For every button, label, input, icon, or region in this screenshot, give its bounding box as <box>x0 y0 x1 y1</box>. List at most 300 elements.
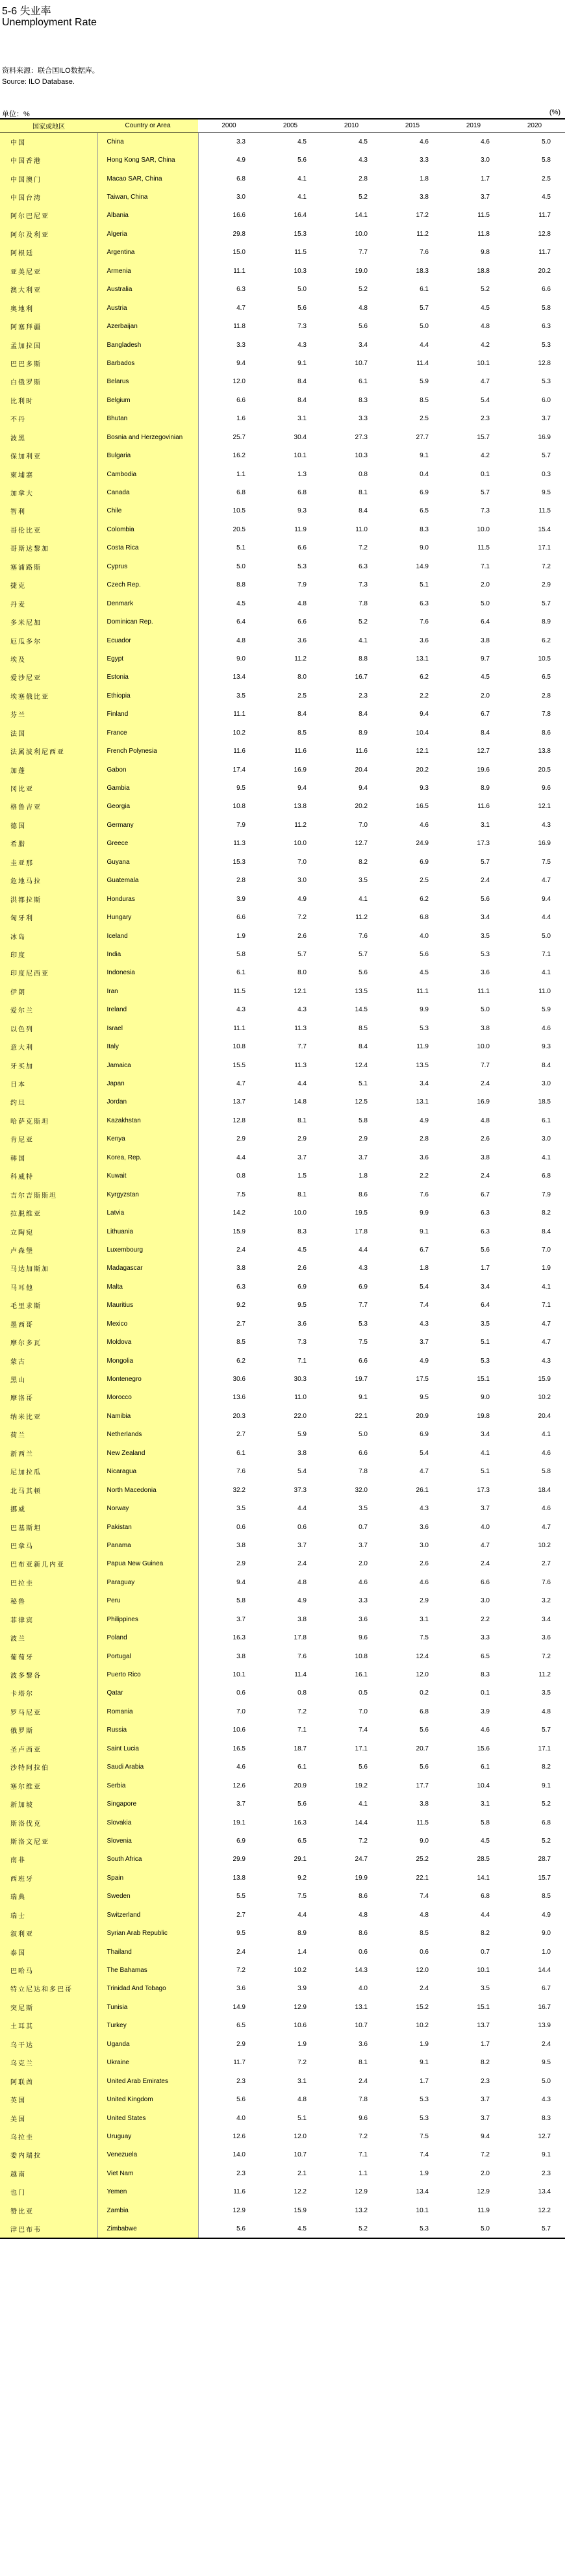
rate-cell-2020: 4.1 <box>542 1431 551 1439</box>
table-row <box>0 1056 565 1074</box>
rate-cell-2010: 11.6 <box>355 748 368 755</box>
rate-cell-2010: 0.6 <box>359 1948 368 1956</box>
rate-cell-2020: 5.2 <box>542 1837 551 1845</box>
table-row <box>0 1093 565 1111</box>
rate-cell-2010: 10.8 <box>355 1652 368 1660</box>
table-row <box>0 945 565 963</box>
rate-cell-2020: 18.4 <box>538 1486 551 1494</box>
country-name-en: Bosnia and Herzegovinian <box>97 428 198 446</box>
rate-cell-2005: 16.9 <box>294 766 307 774</box>
rate-cell-2015: 4.3 <box>420 1505 429 1513</box>
rate-cell-2005: 4.4 <box>297 1505 307 1513</box>
rate-cell-2005: 3.7 <box>297 1541 307 1549</box>
rate-cell-2019: 4.6 <box>481 138 490 145</box>
country-name-en: Finland <box>97 705 198 724</box>
header-year: 2000 <box>198 119 260 133</box>
rate-cell-2000: 4.3 <box>236 1006 246 1014</box>
rate-cell-2019: 10.1 <box>477 359 490 367</box>
table-row <box>0 2035 565 2053</box>
rate-cell-2020: 8.2 <box>542 1763 551 1771</box>
rate-cell-2000: 20.3 <box>233 1412 246 1420</box>
rate-cell-2000: 30.6 <box>233 1376 246 1383</box>
country-name-en: South Africa <box>97 1850 198 1869</box>
country-name-en: Kuwait <box>97 1167 198 1185</box>
rate-cell-2019: 10.4 <box>477 1782 490 1789</box>
country-name-cn: 西班牙 <box>0 1869 97 1887</box>
table-row <box>0 1721 565 1739</box>
rate-cell-2005: 8.4 <box>297 396 307 404</box>
rate-cell-2020: 15.4 <box>538 525 551 533</box>
rate-cell-2015: 4.4 <box>420 341 429 349</box>
rate-cell-2019: 12.9 <box>477 2188 490 2196</box>
country-name-cn: 塞浦路斯 <box>0 557 97 575</box>
rate-cell-2000: 7.6 <box>236 1468 246 1476</box>
table-row <box>0 391 565 409</box>
rate-cell-2019: 6.3 <box>481 1228 490 1235</box>
country-name-en: Israel <box>97 1019 198 1037</box>
rate-cell-2020: 6.8 <box>542 1172 551 1180</box>
country-name-en: Egypt <box>97 650 198 668</box>
rate-cell-2000: 9.5 <box>236 785 246 792</box>
table-row <box>0 761 565 779</box>
country-name-en: Uganda <box>97 2035 198 2053</box>
table-row <box>0 428 565 446</box>
table-row <box>0 1296 565 1315</box>
table-row <box>0 687 565 705</box>
rate-cell-2015: 7.6 <box>420 249 429 257</box>
rate-cell-2019: 10.0 <box>477 525 490 533</box>
rate-cell-2019: 8.3 <box>481 1671 490 1679</box>
country-name-en: Azerbaijan <box>97 317 198 335</box>
rate-cell-2010: 5.6 <box>359 969 368 977</box>
rate-cell-2019: 8.4 <box>481 729 490 737</box>
rate-cell-2010: 2.4 <box>359 2077 368 2085</box>
rate-cell-2015: 3.3 <box>420 157 429 164</box>
rate-cell-2005: 5.9 <box>297 1431 307 1439</box>
rate-cell-2010: 8.1 <box>359 489 368 497</box>
rate-cell-2019: 5.4 <box>481 396 490 404</box>
rate-cell-2015: 9.3 <box>420 785 429 792</box>
rate-cell-2005: 9.3 <box>297 507 307 515</box>
rate-cell-2015: 5.3 <box>382 2219 443 2238</box>
rate-cell-2005: 5.7 <box>297 950 307 958</box>
rate-cell-2020: 16.9 <box>538 433 551 441</box>
rate-cell-2019: 4.5 <box>481 304 490 312</box>
rate-cell-2010: 3.5 <box>359 1505 368 1513</box>
rate-cell-2019: 2.3 <box>481 415 490 423</box>
rate-cell-2019: 5.7 <box>481 489 490 497</box>
rate-cell-2015: 26.1 <box>416 1486 429 1494</box>
country-name-cn: 泰国 <box>0 1943 97 1961</box>
rate-cell-2000: 3.8 <box>236 1541 246 1549</box>
country-name-cn: 摩洛哥 <box>0 1389 97 1407</box>
rate-cell-2015: 3.1 <box>420 1615 429 1623</box>
table-row <box>0 1499 565 1517</box>
rate-cell-2000: 20.5 <box>233 525 246 533</box>
source-note-chinese: 资料来源：联合国ILO数据库。 <box>2 67 99 75</box>
rate-cell-2000: 2.9 <box>236 1560 246 1568</box>
country-name-en: Hungary <box>97 908 198 926</box>
rate-cell-2010: 12.4 <box>355 1061 368 1069</box>
table-row <box>0 1850 565 1869</box>
rate-cell-2015: 4.5 <box>420 969 429 977</box>
country-name-en: Ireland <box>97 1001 198 1019</box>
rate-cell-2005: 5.3 <box>297 562 307 570</box>
rate-cell-2005: 15.9 <box>294 2206 307 2214</box>
rate-cell-2020: 6.8 <box>542 1819 551 1826</box>
rate-cell-2005: 4.1 <box>297 175 307 183</box>
rate-cell-2015: 2.8 <box>420 1135 429 1143</box>
rate-cell-2000: 8.5 <box>236 1339 246 1346</box>
rate-cell-2019: 5.0 <box>481 600 490 607</box>
rate-cell-2000: 6.5 <box>236 2022 246 2030</box>
table-row <box>0 1463 565 1481</box>
rate-cell-2020: 4.5 <box>542 194 551 201</box>
rate-cell-2005: 9.2 <box>297 1874 307 1882</box>
rate-cell-2000: 3.7 <box>236 1800 246 1808</box>
rate-cell-2015: 7.6 <box>420 1191 429 1198</box>
rate-cell-2005: 10.7 <box>294 2151 307 2159</box>
table-row <box>0 1998 565 2016</box>
table-row <box>0 2090 565 2108</box>
rate-cell-2019: 3.3 <box>481 1634 490 1642</box>
country-name-en: Argentina <box>97 244 198 262</box>
rate-cell-2000: 4.0 <box>236 2114 246 2122</box>
rate-cell-2015: 6.9 <box>420 1431 429 1439</box>
rate-cell-2019: 3.8 <box>481 1024 490 1032</box>
rate-cell-2020: 2.3 <box>542 2169 551 2177</box>
rate-cell-2005: 4.4 <box>297 1911 307 1919</box>
rate-cell-2020: 11.7 <box>538 212 551 220</box>
table-row <box>0 2054 565 2072</box>
rate-cell-2010: 7.4 <box>359 1726 368 1734</box>
table-row <box>0 373 565 391</box>
country-name-cn: 埃及 <box>0 650 97 668</box>
country-name-en: Mauritius <box>97 1296 198 1315</box>
table-row <box>0 668 565 687</box>
rate-cell-2020: 16.7 <box>538 2003 551 2011</box>
rate-cell-2010: 9.6 <box>359 2114 368 2122</box>
rate-cell-2020: 17.1 <box>538 1745 551 1752</box>
rate-cell-2019: 3.1 <box>481 1800 490 1808</box>
country-name-en: Nicaragua <box>97 1463 198 1481</box>
table-row <box>0 1573 565 1591</box>
rate-cell-2010: 2.0 <box>359 1560 368 1568</box>
table-row <box>0 1832 565 1850</box>
rate-cell-2010: 17.8 <box>355 1228 368 1235</box>
rate-cell-2015: 13.5 <box>416 1061 429 1069</box>
table-row <box>0 1961 565 1979</box>
table-row <box>0 1019 565 1037</box>
table-row <box>0 2146 565 2164</box>
rate-cell-2010: 7.5 <box>359 1339 368 1346</box>
country-name-en: Bhutan <box>97 410 198 428</box>
rate-cell-2019: 3.0 <box>481 1597 490 1605</box>
table-row <box>0 927 565 945</box>
rate-cell-2005: 2.6 <box>297 932 307 940</box>
rate-cell-2005: 3.0 <box>297 877 307 885</box>
rate-cell-2019: 11.6 <box>477 803 490 811</box>
rate-cell-2005: 6.9 <box>297 1283 307 1291</box>
rate-cell-2019: 12.7 <box>477 748 490 755</box>
rate-cell-2020: 5.0 <box>542 2077 551 2085</box>
country-name-cn: 巴哈马 <box>0 1961 97 1979</box>
rate-cell-2020: 11.0 <box>538 987 551 995</box>
rate-cell-2010: 3.6 <box>359 2040 368 2048</box>
country-name-en: The Bahamas <box>97 1961 198 1979</box>
country-name-cn: 也门 <box>0 2183 97 2201</box>
rate-cell-2015: 4.8 <box>420 1911 429 1919</box>
rate-cell-2000: 25.7 <box>233 433 246 441</box>
rate-cell-2010: 5.3 <box>359 1320 368 1328</box>
rate-cell-2000: 11.8 <box>233 323 246 331</box>
rate-cell-2020: 5.8 <box>542 304 551 312</box>
rate-cell-2005: 11.2 <box>294 655 307 663</box>
rate-cell-2015: 2.5 <box>420 877 429 885</box>
country-name-en: United States <box>97 2109 198 2127</box>
rate-cell-2015: 10.2 <box>416 2022 429 2030</box>
country-name-en: Zambia <box>97 2201 198 2219</box>
table-row <box>0 982 565 1000</box>
rate-cell-2015: 4.3 <box>420 1320 429 1328</box>
rate-cell-2010: 5.0 <box>359 1431 368 1439</box>
rate-cell-2020: 9.5 <box>542 2059 551 2067</box>
rate-cell-2005: 7.9 <box>297 581 307 589</box>
rate-cell-2010: 11.2 <box>355 914 368 922</box>
table-row <box>0 1222 565 1241</box>
rate-cell-2010: 4.6 <box>359 1578 368 1586</box>
rate-cell-2000: 11.5 <box>233 987 246 995</box>
rate-cell-2000: 2.7 <box>236 1911 246 1919</box>
rate-cell-2019: 11.5 <box>477 544 490 552</box>
rate-cell-2015: 7.6 <box>420 618 429 626</box>
rate-cell-2015: 7.4 <box>420 1302 429 1309</box>
rate-cell-2020: 16.9 <box>538 840 551 848</box>
country-name-en: Montenegro <box>97 1370 198 1388</box>
rate-cell-2005: 4.8 <box>297 600 307 607</box>
rate-cell-2005: 4.9 <box>297 895 307 903</box>
rate-cell-2010: 7.8 <box>359 600 368 607</box>
rate-cell-2020: 4.7 <box>542 1339 551 1346</box>
table-row <box>0 354 565 372</box>
country-name-en: Namibia <box>97 1407 198 1425</box>
country-name-cn: 巴拉圭 <box>0 1573 97 1591</box>
rate-cell-2010: 13.1 <box>355 2003 368 2011</box>
country-name-en: Honduras <box>97 890 198 908</box>
table-row <box>0 964 565 982</box>
rate-cell-2019: 8.9 <box>481 785 490 792</box>
country-name-en: Austria <box>97 299 198 317</box>
table-row <box>0 446 565 464</box>
country-name-cn: 卢森堡 <box>0 1241 97 1259</box>
country-name-en: Estonia <box>97 668 198 687</box>
rate-cell-2010: 22.1 <box>355 1412 368 1420</box>
rate-cell-2020: 2.9 <box>542 581 551 589</box>
table-row <box>0 2127 565 2145</box>
rate-cell-2019: 4.0 <box>481 1523 490 1531</box>
rate-cell-2019: 2.2 <box>481 1615 490 1623</box>
country-name-cn: 瑞士 <box>0 1906 97 1924</box>
table-row <box>0 244 565 262</box>
table-row <box>0 908 565 926</box>
rate-cell-2010: 8.6 <box>359 1930 368 1938</box>
rate-cell-2019: 3.7 <box>481 1505 490 1513</box>
rate-cell-2005: 10.1 <box>294 452 307 460</box>
rate-cell-2015: 11.5 <box>416 1819 429 1826</box>
rate-cell-2010: 8.5 <box>359 1024 368 1032</box>
country-name-en: United Kingdom <box>97 2090 198 2108</box>
rate-cell-2019: 10.1 <box>477 1967 490 1975</box>
rate-cell-2015: 20.9 <box>416 1412 429 1420</box>
country-name-cn: 奥地利 <box>0 299 97 317</box>
rate-cell-2015: 8.3 <box>420 525 429 533</box>
country-name-cn: 澳大利亚 <box>0 281 97 299</box>
table-row <box>0 520 565 538</box>
rate-cell-2019: 3.7 <box>481 2114 490 2122</box>
rate-cell-2015: 5.3 <box>420 2096 429 2104</box>
rate-cell-2015: 1.7 <box>420 2077 429 2085</box>
table-row <box>0 1813 565 1832</box>
table-row <box>0 1074 565 1092</box>
table-row <box>0 1647 565 1665</box>
rate-cell-2005: 20.9 <box>294 1782 307 1789</box>
rate-cell-2019: 4.2 <box>481 341 490 349</box>
table-row <box>0 1888 565 1906</box>
rate-cell-2010: 0.7 <box>359 1523 368 1531</box>
rate-cell-2000: 12.6 <box>233 1782 246 1789</box>
rate-cell-2000: 10.8 <box>233 1043 246 1051</box>
rate-cell-2010: 3.7 <box>359 1541 368 1549</box>
rate-cell-2019: 0.7 <box>481 1948 490 1956</box>
country-name-en: Korea, Rep. <box>97 1148 198 1167</box>
rate-cell-2000: 3.6 <box>236 1985 246 1993</box>
country-name-cn: 法国 <box>0 724 97 742</box>
table-row <box>0 336 565 354</box>
rate-cell-2020: 12.2 <box>538 2206 551 2214</box>
rate-cell-2010: 8.6 <box>359 1191 368 1198</box>
table-row <box>0 724 565 742</box>
rate-cell-2000: 5.1 <box>236 544 246 552</box>
rate-cell-2010: 4.4 <box>359 1246 368 1254</box>
country-name-en: Hong Kong SAR, China <box>97 151 198 169</box>
rate-cell-2005: 17.8 <box>294 1634 307 1642</box>
rate-cell-2019: 5.3 <box>481 1357 490 1365</box>
country-name-cn: 葡萄牙 <box>0 1647 97 1665</box>
country-name-en: Paraguay <box>97 1573 198 1591</box>
rate-cell-2005: 2.1 <box>297 2169 307 2177</box>
country-name-en: Chile <box>97 502 198 520</box>
country-name-cn: 挪威 <box>0 1499 97 1517</box>
country-name-cn: 科威特 <box>0 1167 97 1185</box>
rate-cell-2010: 6.9 <box>359 1283 368 1291</box>
rate-cell-2019: 28.5 <box>477 1856 490 1863</box>
rate-cell-2000: 9.2 <box>236 1302 246 1309</box>
rate-cell-2019: 11.8 <box>477 230 490 238</box>
country-name-en: Bangladesh <box>97 336 198 354</box>
table-row <box>0 1943 565 1961</box>
rate-cell-2010: 4.3 <box>359 1265 368 1272</box>
rate-cell-2019: 10.0 <box>477 1043 490 1051</box>
header-country-cn: 国家或地区 <box>0 119 97 133</box>
rate-cell-2005: 8.3 <box>297 1228 307 1235</box>
rate-cell-2000: 29.8 <box>233 230 246 238</box>
rate-cell-2015: 4.9 <box>420 1117 429 1124</box>
rate-cell-2000: 5.6 <box>236 2096 246 2104</box>
rate-cell-2020: 4.3 <box>542 821 551 829</box>
rate-cell-2000: 2.9 <box>236 2040 246 2048</box>
table-number-title: 5-6 失业率 <box>2 6 51 17</box>
rate-cell-2000: 16.6 <box>233 212 246 220</box>
country-name-cn: 亚美尼亚 <box>0 262 97 280</box>
rate-cell-2005: 10.3 <box>294 267 307 275</box>
rate-cell-2000: 11.7 <box>233 2059 246 2067</box>
rate-cell-2015: 14.9 <box>416 562 429 570</box>
rate-cell-2010: 7.0 <box>359 821 368 829</box>
rate-cell-2010: 5.8 <box>359 1117 368 1124</box>
rate-cell-2020: 7.8 <box>542 711 551 718</box>
rate-cell-2000: 4.7 <box>236 1080 246 1088</box>
table-row <box>0 1684 565 1702</box>
rate-cell-2019: 1.7 <box>481 2040 490 2048</box>
rate-cell-2019: 19.8 <box>477 1412 490 1420</box>
rate-cell-2000: 3.3 <box>236 138 246 145</box>
rate-cell-2000: 7.2 <box>236 1967 246 1975</box>
rate-cell-2000: 2.8 <box>236 877 246 885</box>
rate-cell-2000: 4.7 <box>236 304 246 312</box>
country-name-cn: 菲律宾 <box>0 1610 97 1628</box>
country-name-en: Syrian Arab Republic <box>97 1924 198 1942</box>
rate-cell-2020: 3.6 <box>542 1634 551 1642</box>
rate-cell-2015: 13.1 <box>416 1098 429 1106</box>
country-name-cn: 斯洛伐克 <box>0 1813 97 1832</box>
rate-cell-2019: 5.8 <box>481 1819 490 1826</box>
rate-cell-2020: 20.2 <box>538 267 551 275</box>
country-name-cn: 以色列 <box>0 1019 97 1037</box>
rate-cell-2019: 7.3 <box>481 507 490 515</box>
country-name-en: Spain <box>97 1869 198 1887</box>
rate-cell-2005: 3.1 <box>297 2077 307 2085</box>
country-name-cn: 芬兰 <box>0 705 97 724</box>
country-name-cn: 吉尔吉斯斯坦 <box>0 1185 97 1204</box>
rate-cell-2000: 6.3 <box>236 1283 246 1291</box>
rate-cell-2019: 7.2 <box>481 2151 490 2159</box>
rate-cell-2020: 5.8 <box>542 1468 551 1476</box>
rate-cell-2015: 13.4 <box>416 2188 429 2196</box>
rate-cell-2019: 6.3 <box>481 1209 490 1217</box>
rate-cell-2000: 2.9 <box>236 1135 246 1143</box>
rate-cell-2010: 13.2 <box>355 2206 368 2214</box>
rate-cell-2015: 12.4 <box>416 1652 429 1660</box>
rate-cell-2000: 11.1 <box>233 267 246 275</box>
country-name-cn: 肯尼亚 <box>0 1130 97 1148</box>
rate-cell-2020: 4.6 <box>542 1024 551 1032</box>
country-name-cn: 德国 <box>0 816 97 834</box>
rate-cell-2010: 16.7 <box>355 674 368 681</box>
table-row <box>0 151 565 169</box>
country-name-cn: 黑山 <box>0 1370 97 1388</box>
rate-cell-2010: 19.9 <box>355 1874 368 1882</box>
rate-cell-2019: 2.3 <box>481 2077 490 2085</box>
table-row <box>0 465 565 483</box>
country-name-cn: 突尼斯 <box>0 1998 97 2016</box>
country-name-en: Poland <box>97 1628 198 1647</box>
header-year: 2015 <box>382 119 443 133</box>
rate-cell-2020: 9.3 <box>542 1043 551 1051</box>
country-name-cn: 印度尼西亚 <box>0 964 97 982</box>
rate-cell-2020: 12.8 <box>538 230 551 238</box>
country-name-cn: 摩尔多瓦 <box>0 1333 97 1351</box>
rate-cell-2020: 3.0 <box>542 1135 551 1143</box>
